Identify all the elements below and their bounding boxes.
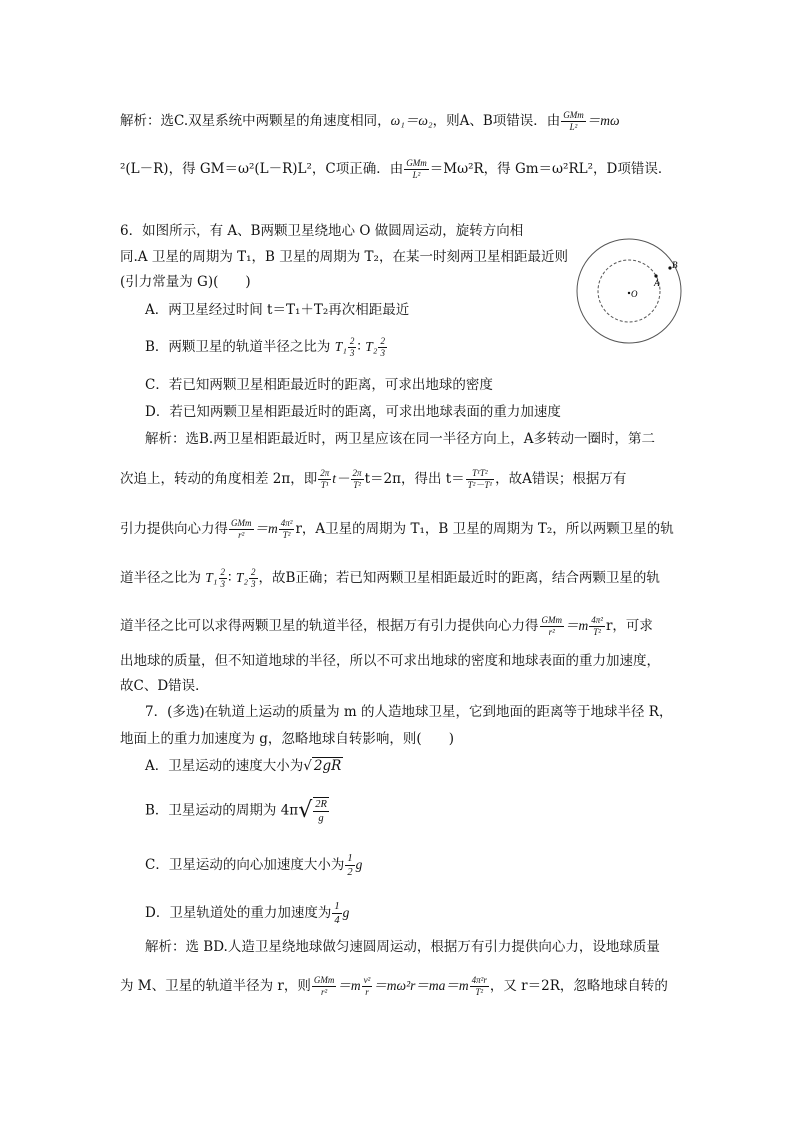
q6-option-c: C．若已知两颗卫星相距最近时的距离，可求出地球的密度	[145, 377, 493, 393]
q6-answer-line-7: 故C、D错误．	[120, 678, 209, 694]
q7-answer-line-1: 解析：选 BD.人造卫星绕地球做匀速圆周运动，根据万有引力提供向心力，设地球质量	[145, 939, 660, 955]
label-b: B	[672, 260, 678, 270]
q6-answer-line-6: 出地球的质量，但不知道地球的半径，所以不可求出地球的密度和地球表面的重力加速度，	[120, 653, 660, 669]
q6-answer-line-1: 解析：选B.两卫星相距最近时，两卫星应该在同一半径方向上，A多转动一圈时，第二	[145, 431, 655, 447]
q7-option-c: C．卫星运动的向心加速度大小为 $\frac{1}{2}$ g	[145, 853, 363, 878]
sqrt-sign: √	[303, 758, 312, 774]
q6-answer-line-5: 道半径之比可以求得两颗卫星的轨道半径，根据万有引力提供向心力得 $\frac{\text{GMm}}{\text{r²}}$ ＝m $\frac{\text{4π²}}{\text{T²}}$ r，可求	[120, 615, 653, 637]
q5-answer-line-1: 解析：选C.双星系统中两颗星的角速度相同，ω₁＝ω₂，则A、B项错误．由 $\frac{\text{GMm}}{\text{L²}}$ ＝mω	[120, 110, 620, 132]
label-o: O	[631, 289, 638, 299]
q6-answer-line-2: 次追上，转动的角度相差 2π，即 $\frac{2\pi}{\text{T¹}}$ t－ $\frac{2\pi}{\text{T²}}$ t＝2π，得出 t＝ $\frac{\text{T¹T²}}{\text{T²－T¹}}$ ，故A错误；根据万有	[120, 468, 627, 490]
q6-answer-line-4: 道半径之比为 T₁ $\frac{2}{3}$ ∶ T₂ $\frac{2}{3}$ ，故B正确；若已知两颗卫星相距最近时的距离，结合两颗卫星的轨	[120, 567, 660, 589]
q6-stem-line-3: (引力常量为 G)( )	[120, 274, 251, 290]
q7-stem-line-2: 地面上的重力加速度为 g，忽略地球自转影响，则( )	[120, 731, 454, 747]
inner-orbit	[598, 260, 660, 322]
fraction: $\frac{\text{GMm}}{\text{L²}}$	[406, 158, 427, 180]
fraction: $\frac{\text{GMm}}{\text{L²}}$	[563, 110, 584, 132]
q6-stem-line-1: 6．如图所示，有 A、B两颗卫星绕地心 O 做圆周运动，旋转方向相	[120, 223, 524, 239]
q6-answer-line-3: 引力提供向心力得 $\frac{\text{GMm}}{\text{r²}}$ ＝m $\frac{\text{4π²}}{\text{T²}}$ r，A卫星的周期为 T₁，B 卫星的周期为 T₂，所以两颗卫星的轨	[120, 518, 674, 540]
sqrt-sign: √	[298, 798, 313, 823]
q6-option-b: B．两颗卫星的轨道半径之比为 T₁ $\frac{2}{3}$ ∶ T₂ $\frac{2}{3}$	[145, 336, 385, 358]
q7-stem-line-1: 7．(多选)在轨道上运动的质量为 m 的人造地球卫星，它到地面的距离等于地球半径 R，	[145, 704, 673, 720]
earth-center	[628, 292, 630, 294]
q6-option-d: D．若已知两颗卫星相距最近时的距离，可求出地球表面的重力加速度	[145, 404, 561, 420]
q5-answer-line-2: ²(L－R)，得 GM＝ω²(L－R)L²，C项正确．由 $\frac{\text{GMm}}{\text{L²}}$ ＝Mω²R，得 Gm＝ω²RL²，D项错误．	[120, 158, 672, 180]
q6-option-a: A．两卫星经过时间 t＝T₁＋T₂再次相距最近	[145, 302, 410, 318]
label-a: A	[654, 278, 660, 288]
outer-orbit	[577, 239, 681, 343]
orbit-diagram	[574, 236, 684, 346]
q6-stem-line-2: 同.A 卫星的周期为 T₁，B 卫星的周期为 T₂，在某一时刻两卫星相距最近则	[120, 249, 568, 265]
q7-option-d: D．卫星轨道处的重力加速度为 $\frac{1}{4}$ g	[145, 901, 350, 926]
q7-option-a: A．卫星运动的速度大小为√ 2gR	[145, 758, 342, 774]
q7-answer-line-2: 为 M、卫星的轨道半径为 r，则 $\frac{\text{GMm}}{\text{r²}}$ ＝m $\frac{\text{v²}}{r}$ ＝mω²r＝ma＝m $\frac{\text{4π²r}}{\text{T²}}$ ，又 r＝2R，忽略地球自转的	[120, 975, 668, 997]
q7-option-b: B．卫星运动的周期为 4π√ $\frac{2R}{g}$	[145, 798, 327, 824]
